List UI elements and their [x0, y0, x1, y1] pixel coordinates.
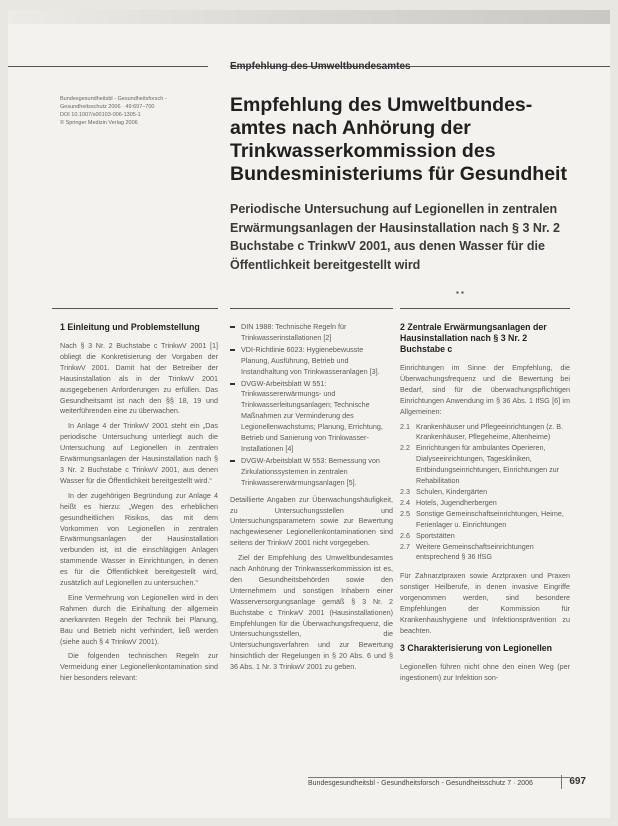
paragraph: Eine Vermehrung von Legionellen wird in den Rahmen durch die Einhaltung der allgemein anerkannten Regeln der Technik bei Planung, Bau und Betrieb nicht verhindert, ließ werden (siehe auch § 4 TrinkwV 2001).: [60, 592, 218, 646]
meta-line: DOI 10.1007/s00103-006-1305-1: [60, 112, 141, 118]
column-2: [230, 322, 393, 677]
item-text: Sportstätten: [416, 530, 455, 540]
section-heading: 2 Zentrale Erwärmungsanlagen der Hausinstallation nach § 3 Nr. 2 Buchstabe c: [400, 322, 547, 354]
list-item: DIN 1988: Technische Regeln für Trinkwasserinstallationen [2]: [230, 322, 393, 344]
list-item: VDI-Richtlinie 6023: Hygienebewusste Planung, Ausführung, Betrieb und Instandhaltung von Trinkwasseranlagen [3].: [230, 345, 393, 378]
item-number: 2.3: [400, 486, 410, 496]
item-text: Sonstige Gemeinschaftseinrichtungen, Heime, Ferienlager u. Einrichtungen: [416, 508, 564, 529]
item-number: 2.4: [400, 497, 410, 507]
item-number: 2.6: [400, 530, 410, 540]
item-number: 2.1: [400, 421, 410, 431]
page-number: 697: [561, 775, 586, 789]
item-text: Einrichtungen für ambulantes Operieren, Dialyseeinrichtungen, Tageskliniken, Entbindungseinrichtungen, Einrichtungen zur Rehabilitation: [416, 443, 560, 486]
article-metadata: [60, 95, 230, 127]
item-number: 2.2: [400, 443, 410, 453]
list-item: [400, 542, 570, 564]
article-title: Empfehlung des Umweltbundesamtes nach Anhörung der Trinkwasserkommission des Bundesministeriums für Gesundheit: [230, 94, 567, 185]
paragraph: Legionellen führen nicht ohne den einen Weg (per ingestionem) zur Infektion son-: [400, 661, 570, 682]
end-of-abstract-mark: ▪ ▪: [456, 288, 464, 297]
section-heading: 3 Charakterisierung von Legionellen: [400, 642, 553, 653]
footer-journal: Bundesgesundheitsbl - Gesundheitsforsch - Gesundheitsschutz 7 · 2006: [308, 780, 533, 787]
item-number: 2.7: [400, 541, 410, 551]
list-item: [400, 509, 570, 531]
list-item: [400, 422, 570, 444]
list-item: DVGW-Arbeitsblatt W 551: Trinkwassererwärmungs- und Trinkwasserleitungsanlagen; Technische Maßnahmen zur Verminderung des Legionellenwachstums; Planung, Errichtung, Betrieb und Sanierung von Trinkwasser-Installationen [4]: [230, 379, 393, 455]
meta-line: Gesundheitsschutz 2006 · 49:697–700: [60, 104, 155, 110]
section-rule-col2: [230, 308, 393, 309]
column-1: [60, 322, 218, 688]
item-number: 2.5: [400, 508, 410, 518]
meta-line: Bundesgesundheitsbl - Gesundheitsforsch -: [60, 96, 167, 102]
scan-edge-band: [8, 10, 610, 24]
item-text: Hotels, Jugendherbergen: [416, 497, 497, 507]
article-subtitle: Periodische Untersuchung auf Legionellen in zentralen Erwärmungsanlagen der Hausinstallation nach § 3 Nr. 2 Buchstabe c TrinkwV 2001, aus denen Wasser für die Öffentlichkeit bereitgestellt wird: [230, 202, 560, 272]
column-3: [400, 322, 570, 688]
list-item: [400, 443, 570, 487]
list-item: DVGW-Arbeitsblatt W 553: Bemessung von Zirkulationssystemen in zentralen Trinkwassererwärmungsanlagen [5].: [230, 456, 393, 489]
item-text: Schulen, Kindergärten: [416, 486, 488, 496]
list-item: [400, 487, 570, 498]
item-text: Weitere Gemeinschaftseinrichtungen entsprechend § 36 IfSG: [416, 541, 534, 562]
meta-line: © Springer Medizin Verlag 2006: [60, 120, 138, 126]
paragraph: In der zugehörigen Begründung zur Anlage 4 heißt es hierzu: „Wegen des erheblichen gesundheitlichen Risikos, das mit dem Vorkommen von Legionellen in zentralen Erwärmungsanlagen der Hausinstallation verbunden ist, ist die einschlägigen Anlagen stammende Wasser in Einrichtungen, in denen es für die Öffentlichkeit bereitgestellt wird, zusätzlich auf Legionellen zu untersuchen.“: [60, 490, 218, 588]
section-rule-col3: [400, 308, 570, 309]
list-item: [400, 498, 570, 509]
paragraph: Nach § 3 Nr. 2 Buchstabe c TrinkwV 2001 [1] obliegt die Konkretisierung der Vorgaben der TrinkwV 2001. Damit hat der Betreiber der Hausinstallation als in der TrinkwV 2001 ausgegebenen Anforderungen zu erfüllen. Das Gesundheitsamt ist nach den §§ 18, 19 und weiterführenden eine zu überwachen.: [60, 341, 218, 416]
header-rule-left: [8, 66, 208, 67]
paragraph: Ziel der Empfehlung des Umweltbundesamtes nach Anhörung der Trinkwasserkommission ist es, den Gesundheitsbehörden sowie den Unternehmern und sonstigen Inhabern einer Wasserversorgungsanlage gemäß § 3 Nr. 2 Buchstabe c TrinkwV 2001 (Hausinstallationen) Empfehlungen für die Überwachungsfrequenz, die Untersuchungsstellen, die Untersuchungsverfahren und zur Bewertung hinsichtlich der Regelungen in § 20 Abs. 6 und § 36 Abs. 1 Nr. 3 TrinkwV 2001 zu geben.: [230, 553, 393, 672]
paragraph: Für Zahnarztpraxen sowie Arztpraxen und Praxen sonstiger Heilberufe, in denen invasive Eingriffe vorgenommen werden, sind besondere Empfehlungen der Kommission für Krankenhaushygiene und Infektionsprävention zu beachten.: [400, 571, 570, 635]
facility-list: [400, 422, 570, 564]
running-head: Empfehlung des Umweltbundesamtes: [230, 61, 411, 72]
section-rule-col1: [52, 308, 218, 309]
paragraph: Die folgenden technischen Regeln zur Vermeidung einer Legionellenkontamination sind hier besonders relevant:: [60, 651, 218, 683]
item-text: Krankenhäuser und Pflegeeinrichtungen (z. B. Krankenhäuser, Pflegeheime, Altenheime): [416, 421, 564, 442]
section-heading: 1 Einleitung und Problemstellung: [60, 322, 200, 332]
paragraph: In Anlage 4 der TrinkwV 2001 steht ein „Das periodische Untersuchung unterliegt auch die Untersuchung auf Legionellen in zentralen Erwärmungsanlagen der Hausinstallation nach § 3 Nr. 2 Buchstabe c TrinkwV 2001, aus denen Wasser für die Öffentlichkeit bereitgestellt wird.“: [60, 421, 218, 485]
paragraph: Detaillierte Angaben zur Überwachungshäufigkeit, zu Untersuchungsstellen und Untersuchungsparametern sowie zur Bewertung nachgewiesener Legionellenkontaminationen sind seitens der TrinkwV 2001 nicht vorgegeben.: [230, 494, 393, 548]
paragraph: Einrichtungen im Sinne der Empfehlung, die Überwachungsfrequenz und die Bewertung bei Bedarf, sind für die überwachungspflichtigen Einrichtungen Anwendung im § 36 Abs. 1 IfSG [6] im Allgemeinen:: [400, 363, 570, 416]
journal-page: [8, 10, 610, 818]
footer-rule: [308, 777, 570, 778]
regulation-list: [230, 322, 393, 489]
list-item: [400, 531, 570, 542]
